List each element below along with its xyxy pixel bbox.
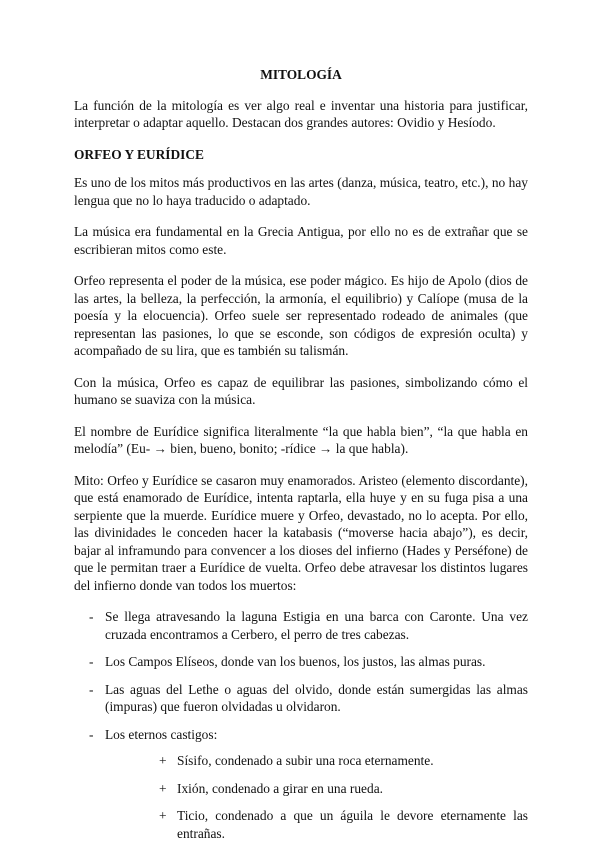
list-marker: - [89, 726, 94, 742]
sublist-marker: + [159, 753, 167, 768]
list-item [74, 653, 528, 671]
paragraph-orfeo: Orfeo representa el poder de la música, ese poder mágico. Es hijo de Apolo (dios de las artes, la belleza, la perfección, la armonía, el equilibrio) y Calíope (musa de la poesía y la elocuencia). Orfeo suele ser representado rodeado de animales (que representan las pasiones, lo que se esconde, son códigos de expresión oculta) y acompañado de su lira, que es también su talismán. [74, 273, 528, 358]
list-item [74, 681, 528, 716]
document-title: MITOLOGÍA [260, 67, 342, 82]
sublist-marker: + [159, 808, 167, 823]
list-item [74, 608, 528, 643]
sublist-item-text: Ixión, condenado a girar en una rueda. [177, 780, 383, 796]
sublist-item [105, 780, 528, 798]
list-item-text: Las aguas del Lethe o aguas del olvido, donde están sumergidas las almas (impuras) que fueron olvidadas u olvidaron. [105, 681, 528, 714]
paragraph-euridice-name: El nombre de Eurídice significa literalmente “la que habla bien”, “la que habla en melodía” (Eu- → bien, bueno, bonito; -rídice → la que habla). [74, 423, 528, 456]
sublist-item-text: Sísifo, condenado a subir una roca eternamente. [177, 753, 434, 768]
list-item-text: Se llega atravesando la laguna Estigia en una barca con Caronte. Una vez cruzada encontramos a Cerbero, el perro de tres cabezas. [105, 609, 528, 642]
sublist-item [105, 807, 528, 842]
list-marker: - [89, 609, 94, 624]
punishments-sublist [105, 752, 528, 842]
list-item [74, 726, 528, 843]
intro-paragraph: La función de la mitología es ver algo real e inventar una historia para justificar, interpretar o adaptar aquello. Destacan dos grandes autores: Ovidio y Hesíodo. [74, 97, 528, 130]
sublist-marker: + [159, 780, 167, 796]
list-marker: - [89, 654, 94, 669]
section-heading: ORFEO Y EURÍDICE [74, 146, 204, 162]
paragraph-music: La música era fundamental en la Grecia Antigua, por ello no es de extrañar que se escribieran mitos como este. [74, 224, 528, 257]
sublist-item-text: Ticio, condenado a que un águila le devore eternamente las entrañas. [177, 808, 528, 841]
list-marker: - [89, 681, 94, 697]
document-page [74, 66, 528, 852]
underworld-list [74, 608, 528, 842]
list-item-text: Los eternos castigos: [105, 726, 218, 742]
paragraph-arts: Es uno de los mitos más productivos en las artes (danza, música, teatro, etc.), no hay lengua que no lo haya traducido o adaptado. [74, 175, 528, 208]
paragraph-passions: Con la música, Orfeo es capaz de equilibrar las pasiones, simbolizando cómo el humano se suaviza con la música. [74, 374, 528, 407]
paragraph-myth: Mito: Orfeo y Eurídice se casaron muy enamorados. Aristeo (elemento discordante), que está enamorado de Eurídice, intenta raptarla, ella huye y en su fuga pisa a una serpiente que la muerde. Eurídice muere y Orfeo, devastado, no lo acepta. Por ello, las divinidades le conceden hacer la katabasis (“moverse hacia abajo”), es decir, bajar al inframundo para convencer a los dioses del infierno (Hades y Perséfone) de que le permitan traer a Eurídice de vuelta. Orfeo debe atravesar los distintos lugares del infierno donde van todos los muertos: [74, 472, 528, 593]
list-item-text: Los Campos Elíseos, donde van los buenos, los justos, las almas puras. [105, 654, 486, 669]
sublist-item [105, 752, 528, 770]
